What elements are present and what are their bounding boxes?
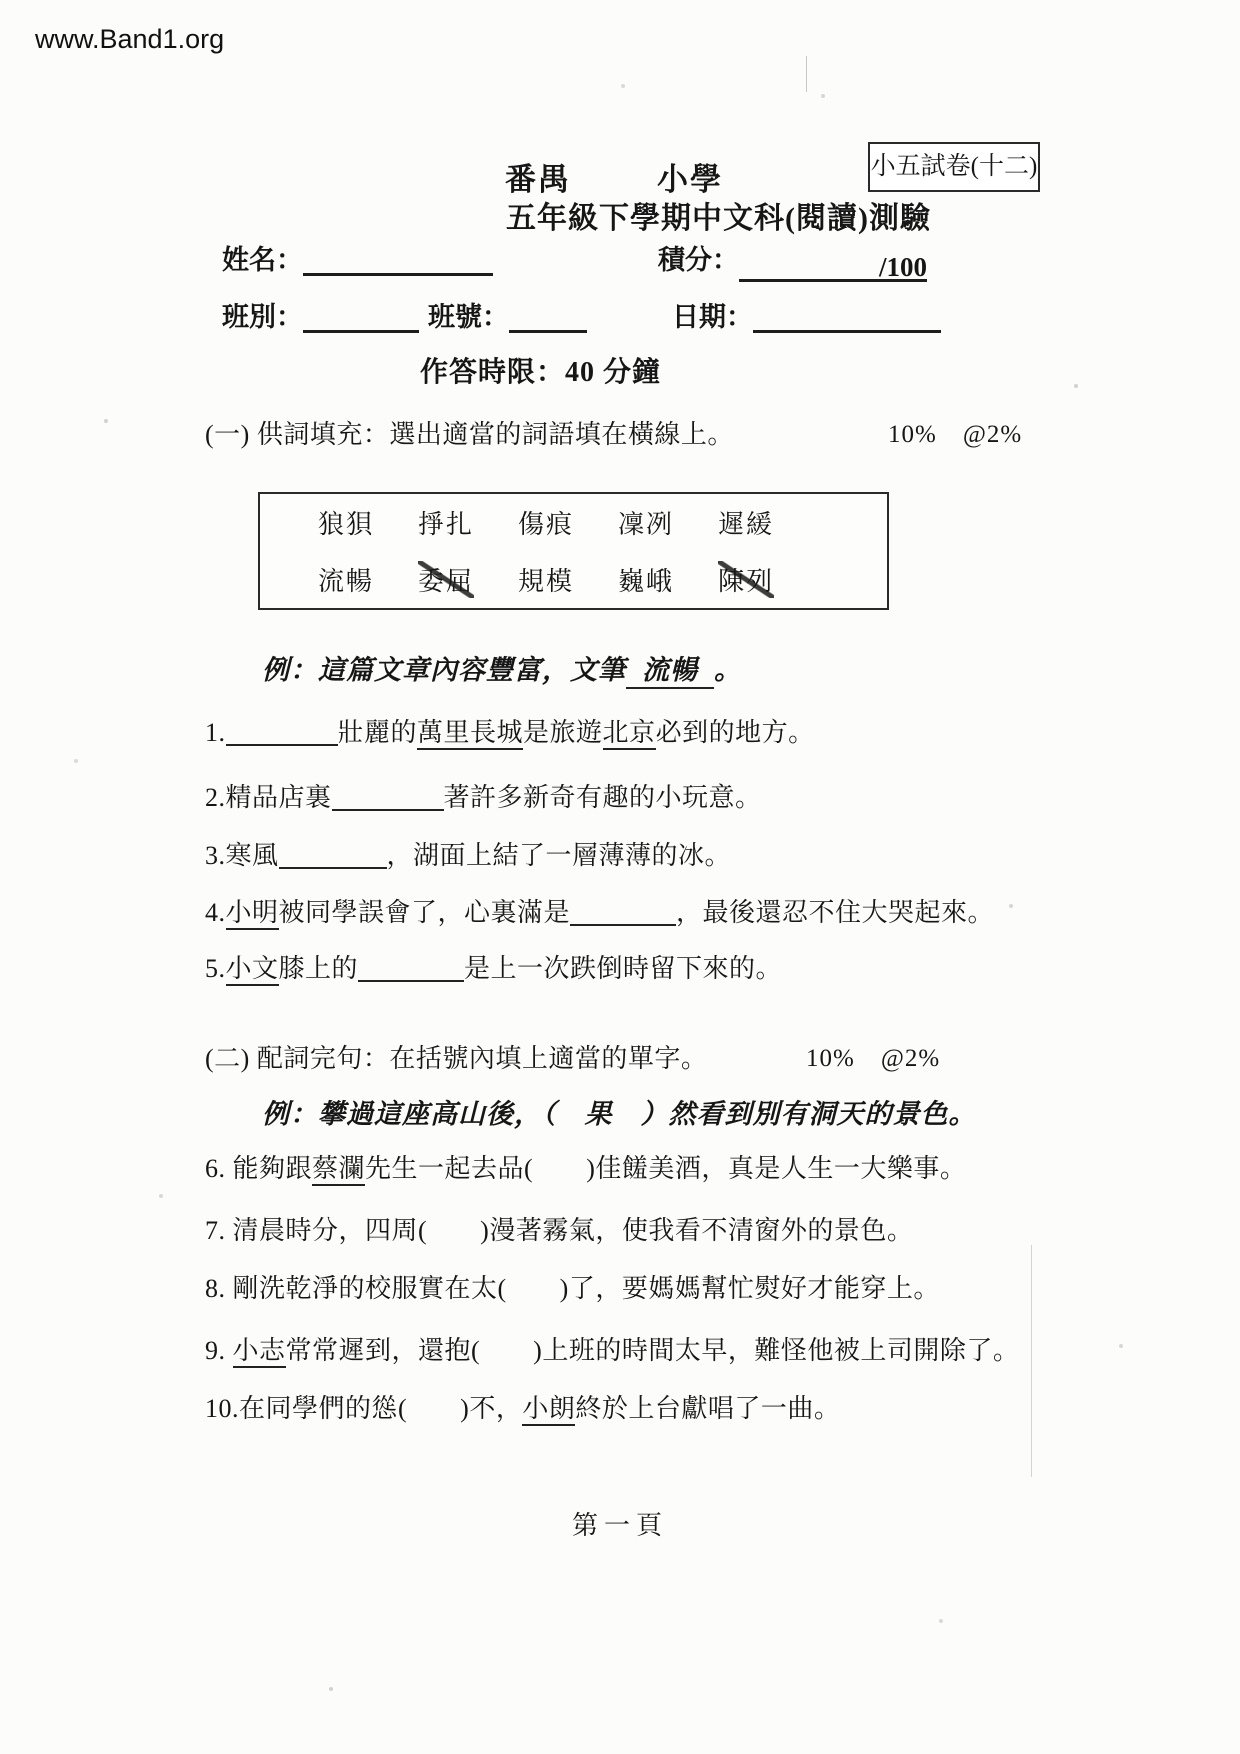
- score-input-line[interactable]: [739, 252, 927, 282]
- word-bank-item: 遲緩: [718, 510, 775, 539]
- score-denominator: /100: [878, 252, 927, 282]
- question-text: 例：攀過這座高山後，（ 果 ）然看到別有洞天的景色。: [262, 1099, 977, 1129]
- question-text: 在同學們的慫( )不，: [239, 1394, 523, 1423]
- question-line: [205, 948, 782, 985]
- word-bank-item: 陳列: [718, 561, 774, 598]
- name-field: [222, 238, 493, 277]
- example-answer: 流暢: [626, 648, 714, 689]
- question-number: 6.: [205, 1154, 233, 1183]
- question-number: 8.: [205, 1274, 233, 1303]
- question-line: [205, 1210, 913, 1247]
- question-text: 清晨時分，四周( )漫著霧氣，使我看不清窗外的景色。: [232, 1216, 914, 1245]
- word-bank-item: 巍峨: [618, 567, 675, 596]
- question-number: 3.: [205, 841, 226, 870]
- question-text: 終於上台獻唱了一曲。: [575, 1394, 841, 1423]
- scan-artifact-line: [806, 56, 807, 92]
- section1-heading: (一) 供詞填充：選出適當的詞語填在橫線上。: [205, 420, 734, 449]
- question-text: 被同學誤會了，心裏滿是: [278, 898, 571, 927]
- question-text: 必到的地方。: [655, 718, 815, 747]
- question-body: [233, 1154, 967, 1186]
- question-text: 先生一起去品( )佳饈美酒，真是人生一大樂事。: [365, 1154, 967, 1183]
- underlined-term: 小明: [226, 898, 279, 930]
- word-bank-item: 規模: [518, 567, 575, 596]
- question-body: [226, 841, 732, 870]
- question-text: ，湖面上結了一層薄薄的冰。: [386, 841, 732, 870]
- question-number: 10.: [205, 1394, 239, 1423]
- question-text: 膝上的: [278, 954, 359, 983]
- question-body: [239, 1394, 840, 1426]
- class-input-line[interactable]: [303, 303, 419, 333]
- name-input-line[interactable]: [303, 246, 493, 276]
- word-bank-item: 傷痕: [518, 510, 575, 539]
- class-number-label: 班號：: [428, 302, 509, 332]
- score-label: 積分：: [658, 245, 739, 275]
- question-body: [226, 783, 762, 812]
- date-input-line[interactable]: [753, 303, 941, 333]
- question-text: 壯麗的: [337, 718, 418, 747]
- school-name-prefix: 番禺: [505, 162, 571, 197]
- question-text: 寒風: [225, 841, 279, 870]
- question-body: [226, 954, 783, 983]
- section2-example: [262, 1092, 977, 1131]
- question-number: 5.: [205, 954, 226, 983]
- question-text: 精品店裏: [225, 783, 332, 812]
- underlined-term: 萬里長城: [417, 718, 523, 750]
- question-line: [205, 892, 994, 929]
- answer-blank[interactable]: [358, 958, 464, 982]
- question-text: ，最後還忍不住大哭起來。: [676, 898, 995, 927]
- question-body: [226, 898, 995, 927]
- question-text: 常常遲到，還抱( )上班的時間太早，難怪他被上司開除了。: [285, 1336, 1020, 1365]
- answer-blank[interactable]: [332, 787, 444, 811]
- answer-blank[interactable]: [226, 722, 338, 746]
- underlined-term: 小文: [226, 954, 279, 986]
- answer-blank[interactable]: [279, 845, 387, 869]
- question-number: 7.: [205, 1216, 233, 1245]
- question-line: [205, 1388, 840, 1425]
- question-text: 例：這篇文章內容豐富，文筆: [262, 655, 626, 685]
- word-bank-box: [258, 492, 889, 610]
- section1-example: [262, 648, 742, 689]
- question-text: 是旅遊: [523, 718, 603, 747]
- date-field: [672, 295, 941, 334]
- underlined-term: 蔡瀾: [312, 1154, 365, 1186]
- question-body: [233, 1336, 1020, 1368]
- word-bank-item: 掙扎: [418, 510, 475, 539]
- question-number: 2.: [205, 783, 226, 812]
- question-text: 剛洗乾淨的校服實在太( )了，要媽媽幫忙熨好才能穿上。: [232, 1274, 940, 1303]
- question-line: [205, 777, 762, 814]
- question-number: 1.: [205, 718, 226, 747]
- class-number-field: [428, 295, 587, 334]
- question-line: [205, 1268, 940, 1305]
- scan-noise-specks: [0, 0, 2, 2]
- question-line: [205, 1148, 966, 1185]
- paper-title: 五年級下學期中文科(閱讀)測驗: [506, 202, 931, 235]
- word-bank-item: 委屈: [418, 561, 474, 598]
- answer-blank[interactable]: [570, 902, 676, 926]
- class-field: [222, 295, 419, 334]
- underlined-term: 小志: [233, 1336, 286, 1368]
- scan-artifact-line: [1031, 1245, 1032, 1477]
- score-field: [658, 238, 927, 282]
- section2-heading: (二) 配詞完句：在括號內填上適當的單字。: [205, 1044, 708, 1073]
- word-bank-item: 流暢: [318, 567, 375, 596]
- question-line: [205, 712, 815, 749]
- section1-marks: 10% @2%: [888, 421, 1023, 448]
- question-line: [205, 835, 731, 872]
- question-body: [233, 1216, 914, 1245]
- word-bank-item: 狼狽: [318, 510, 375, 539]
- question-text: 能夠跟: [232, 1154, 313, 1183]
- underlined-term: 北京: [603, 718, 656, 750]
- question-body: [233, 1274, 940, 1303]
- question-number: 4.: [205, 898, 226, 927]
- watermark: www.Band1.org: [35, 24, 225, 54]
- date-label: 日期：: [672, 302, 753, 332]
- time-limit: 作答時限：40 分鐘: [420, 357, 662, 388]
- name-label: 姓名：: [222, 245, 303, 275]
- question-text: 。: [714, 655, 742, 685]
- underlined-term: 小朗: [522, 1394, 575, 1426]
- word-bank-item: 凜冽: [618, 510, 675, 539]
- question-text: 是上一次跌倒時留下來的。: [464, 954, 783, 983]
- question-line: [205, 1330, 1019, 1367]
- section2-marks: 10% @2%: [806, 1045, 941, 1072]
- question-body: [226, 718, 815, 747]
- question-text: 著許多新奇有趣的小玩意。: [443, 783, 762, 812]
- page-number: 第一頁: [571, 1511, 668, 1540]
- paper-code-box: 小五試卷(十二): [868, 142, 1040, 192]
- school-name-suffix: 小學: [657, 162, 723, 197]
- class-label: 班別：: [222, 302, 303, 332]
- class-number-input-line[interactable]: [509, 303, 587, 333]
- question-number: 9.: [205, 1336, 233, 1365]
